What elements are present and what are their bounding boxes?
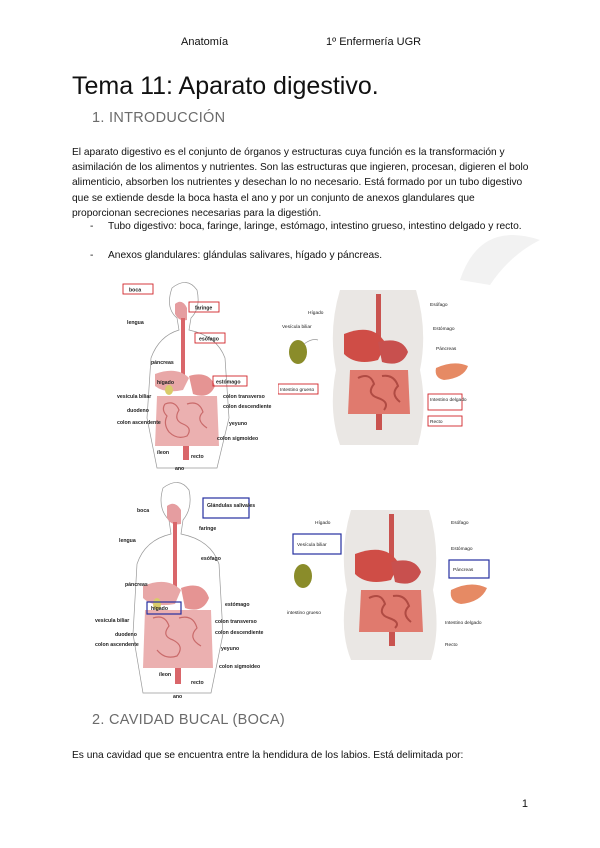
digestive-torso-1 — [278, 290, 473, 445]
label-ano: ano — [173, 694, 183, 700]
label-pancreas: Páncreas — [436, 347, 457, 352]
label-colon-transverso: colon transverso — [223, 394, 265, 400]
label-colon-sigmoideo: colon sigmoideo — [219, 664, 261, 670]
bullet-dash: - — [90, 250, 94, 261]
label-estomago: estómago — [225, 602, 250, 608]
label-vesicula: vesícula biliar — [117, 394, 152, 400]
label-pancreas: Páncreas — [453, 568, 474, 573]
label-pancreas: páncreas — [125, 582, 148, 588]
label-intestino-grueso: Intestino grueso — [280, 388, 315, 393]
label-lengua: lengua — [119, 538, 136, 544]
label-higado: hígado — [157, 380, 175, 386]
label-colon-ascendente: colon ascendente — [95, 642, 139, 648]
label-ano: ano — [175, 466, 185, 472]
label-colon-descendiente: colon descendiente — [215, 630, 264, 636]
section-heading-cavidad-bucal: 2. CAVIDAD BUCAL (BOCA) — [92, 712, 286, 728]
label-recto: recto — [191, 454, 204, 460]
figure-digestive-torso-1 — [278, 290, 473, 445]
label-faringe: faringe — [199, 526, 217, 532]
section-heading-introduccion: 1. INTRODUCCIÓN — [92, 110, 226, 126]
bullet-item — [90, 219, 530, 234]
digestive-diagram-2 — [95, 478, 270, 700]
label-esofago: esófago — [199, 336, 219, 343]
label-estomago: Estómago — [451, 547, 473, 552]
label-higado: Hígado — [315, 521, 331, 526]
page-title: Tema 11: Aparato digestivo. — [72, 72, 379, 100]
label-glandulas-salivales: Glándulas salivales — [207, 503, 256, 509]
label-estomago: Estómago — [433, 327, 455, 332]
label-esofago: Esófago — [451, 521, 469, 526]
digestive-diagram-1 — [117, 278, 277, 473]
label-ileon: íleon — [159, 672, 172, 678]
label-vesicula: Vesícula biliar — [297, 543, 327, 548]
label-vesicula: Vesícula biliar — [282, 325, 312, 330]
digestive-torso-2 — [285, 510, 495, 660]
label-colon-transverso: colon transverso — [215, 619, 257, 625]
label-yeyuno: yeyuno — [229, 421, 248, 427]
label-recto: recto — [191, 680, 204, 686]
label-intestino-grueso: intestino grueso — [287, 611, 321, 616]
label-colon-descendiente: colon descendiente — [223, 404, 272, 410]
label-intestino-delgado: Intestino delgado — [430, 398, 467, 403]
bullet-text: Anexos glandulares: glándulas salivares, hígado y páncreas. — [108, 250, 383, 261]
figure-digestive-torso-2 — [285, 510, 495, 660]
label-faringe: faringe — [195, 305, 213, 312]
label-boca: boca — [137, 508, 150, 514]
label-esofago: esófago — [201, 556, 221, 562]
label-ileon: íleon — [157, 450, 170, 456]
label-lengua: lengua — [127, 320, 144, 326]
label-colon-sigmoideo: colon sigmoideo — [217, 436, 259, 442]
label-estomago: estómago — [216, 379, 241, 386]
header-course: 1º Enfermería UGR — [326, 36, 422, 48]
label-boca: boca — [129, 287, 142, 294]
label-intestino-delgado: Intestino delgado — [445, 621, 482, 626]
label-duodeno: duodeno — [127, 408, 149, 414]
label-duodeno: duodeno — [115, 632, 137, 638]
label-higado: hígado — [151, 606, 169, 612]
label-vesicula: vesícula biliar — [95, 618, 130, 624]
bullet-text: Tubo digestivo: boca, faringe, laringe, estómago, intestino grueso, intestino delgado y recto. — [108, 221, 522, 232]
bullet-item — [90, 248, 530, 263]
label-colon-ascendente: colon ascendente — [117, 420, 161, 426]
cavidad-paragraph: Es una cavidad que se encuentra entre la hendidura de los labios. Está delimitada por: — [72, 750, 464, 761]
header-subject: Anatomía — [181, 36, 229, 48]
label-pancreas: páncreas — [151, 360, 174, 366]
bullet-dash: - — [90, 221, 94, 232]
page-number: 1 — [521, 798, 528, 810]
label-higado: Hígado — [308, 311, 324, 316]
label-yeyuno: yeyuno — [221, 646, 240, 652]
intro-paragraph: El aparato digestivo es el conjunto de órganos y estructuras cuya función es la transformación y asimilación de los alimentos y nutrientes. Son las estructuras que ingieren, procesan, digieren el bolo alimenticio, absorben los nutrientes y desechan lo no necesario. Está formado por un tubo digestivo que se extiende desde la boca hasta el ano y por un conjunto de anexos glandulares que proporcionan secreciones necesarias para la digestión. — [72, 147, 529, 219]
label-recto: Recto — [430, 420, 443, 425]
figure-digestive-diagram-2 — [95, 478, 270, 700]
label-esofago: Esófago — [430, 303, 448, 308]
figure-digestive-diagram-1 — [117, 278, 277, 473]
label-recto: Recto — [445, 643, 458, 648]
